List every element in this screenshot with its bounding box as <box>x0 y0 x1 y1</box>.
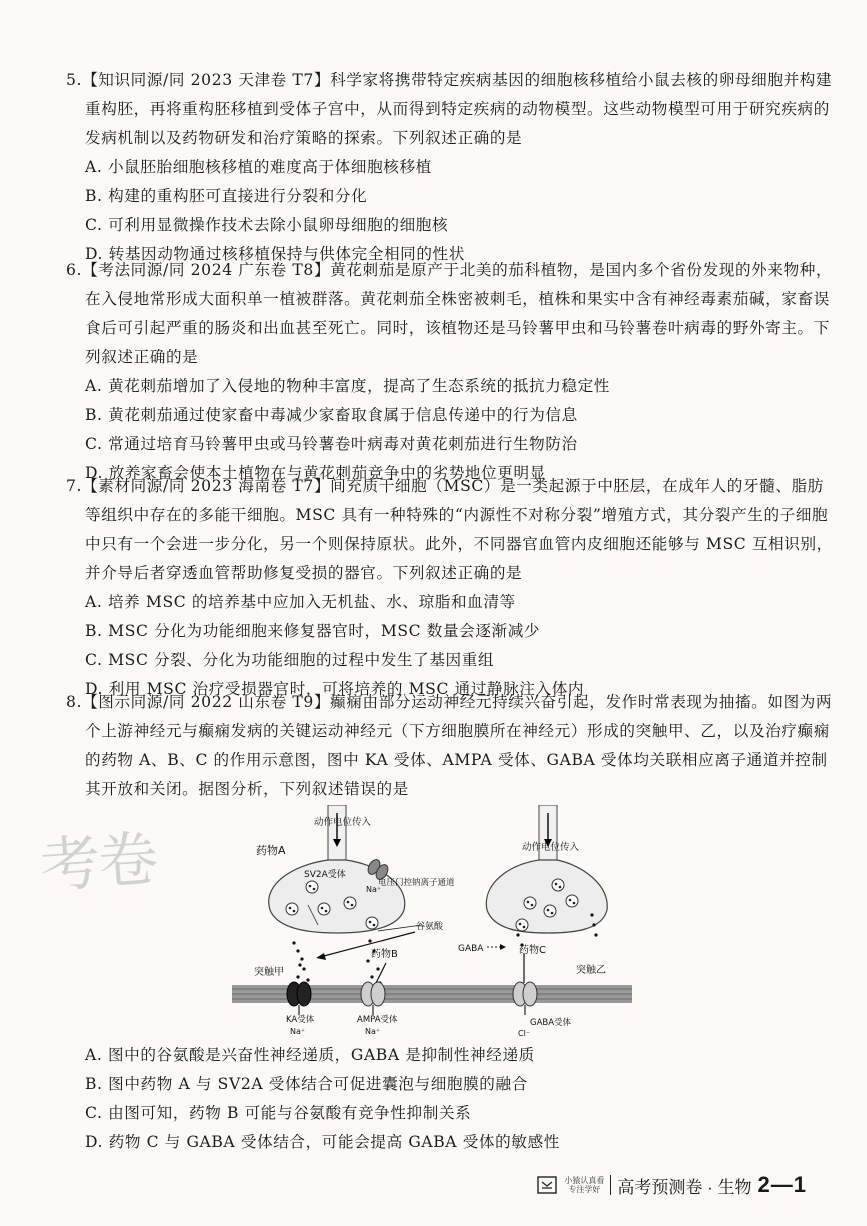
option-b: B. MSC 分化为功能细胞来修复器官时，MSC 数量会逐渐减少 <box>85 622 541 640</box>
option-c: C. 由图可知，药物 B 可能与谷氨酸有竞争性抑制关系 <box>85 1104 472 1122</box>
option-a: A. 小鼠胚胎细胞核移植的难度高于体细胞核移植 <box>85 158 432 176</box>
footer-divider <box>610 1175 611 1195</box>
label-ampa-ion: Na⁺ <box>365 1027 381 1036</box>
footer-slogan-line2: 专注学好 <box>568 1185 601 1194</box>
label-ap-right: 动作电位传入 <box>522 842 580 853</box>
label-sv2a: SV2A受体 <box>304 870 346 880</box>
question-stem: 8.【图示同源/同 2022 山东卷 T9】癫痫由部分运动神经元持续兴奋引起，发作时常表现为抽搐。如图为两个上游神经元与癫痫发病的关键运动神经元（下方细胞膜所在神经元）形成的突触甲、乙，以及治疗癫痫的药物 A、B、C 的作用示意图，图中 KA 受体、AMPA 受体、GABA 受体均关联相应离子通道并控制其开放和关闭。据图分析，下列叙述错误的是 <box>66 693 833 798</box>
label-na: Na⁺ <box>366 885 382 894</box>
label-gaba: GABA <box>458 944 484 954</box>
option-b: B. 图中药物 A 与 SV2A 受体结合可促进囊泡与细胞膜的融合 <box>85 1075 528 1093</box>
label-gaba-ion: Cl⁻ <box>518 1029 531 1038</box>
question-7 <box>66 472 836 704</box>
label-gaba-r: GABA受体 <box>530 1018 572 1028</box>
option-b: B. 构建的重构胚可直接进行分裂和分化 <box>85 187 368 205</box>
ampa-receptor-icon <box>361 982 385 1006</box>
option-c: C. MSC 分裂、分化为功能细胞的过程中发生了基因重组 <box>85 651 495 669</box>
label-synapse-a: 突触甲 <box>254 967 284 978</box>
ka-receptor-icon <box>287 982 311 1006</box>
page-footer <box>536 1172 807 1198</box>
option-c: C. 常通过培育马铃薯甲虫或马铃薯卷叶病毒对黄花刺茄进行生物防治 <box>85 435 578 453</box>
question-stem: 5.【知识同源/同 2023 天津卷 T7】科学家将携带特定疾病基因的细胞核移植给小鼠去核的卵母细胞并构建重构胚，再将重构胚移植到受体子宫中，从而得到特定疾病的动物模型。这些动物模型可用于研究疾病的发病机制以及药物研发和治疗策略的探索。下列叙述正确的是 <box>66 71 833 147</box>
option-c: C. 可利用显微操作技术去除小鼠卵母细胞的细胞核 <box>85 216 449 234</box>
logo-icon <box>536 1174 558 1196</box>
option-a: A. 图中的谷氨酸是兴奋性神经递质，GABA 是抑制性神经递质 <box>85 1046 535 1064</box>
question-stem: 7.【素材同源/同 2023 海南卷 T7】间充质干细胞（MSC）是一类起源于中胚层，在成年人的牙髓、脂肪等组织中存在的多能干细胞。MSC 具有一种特殊的“内源性不对称分裂”增殖方式，其分裂产生的子细胞中只有一个会进一步分化，另一个则保持原状。此外，不同器官血管内皮细胞还能够与 MSC 互相识别，并介导后者穿透血管帮助修复受损的器官。下列叙述正确的是 <box>66 477 833 582</box>
option-a: A. 培养 MSC 的培养基中应加入无机盐、水、琼脂和血清等 <box>85 593 516 611</box>
label-synapse-b: 突触乙 <box>576 965 606 976</box>
gaba-receptor-icon <box>513 982 537 1006</box>
option-d: D. 利用 MSC 治疗受损器官时，可将培养的 MSC 通过静脉注入体内 <box>85 680 585 698</box>
page-number: 2—1 <box>757 1172 807 1197</box>
question-8-options <box>66 1041 836 1157</box>
question-stem: 6.【考法同源/同 2024 广东卷 T8】黄花刺茄是原产于北美的茄科植物，是国内多个省份发现的外来物种，在入侵地常形成大面积单一植被群落。黄花刺茄全株密被刺毛，植株和果实中含有神经毒素茄碱，家畜误食后可引起严重的肠炎和出血甚至死亡。同时，该植物还是马铃薯甲虫和马铃薯卷叶病毒的野外寄主。下列叙述正确的是 <box>66 261 833 366</box>
label-glutamate: 谷氨酸 <box>416 922 444 932</box>
label-drug-a: 药物A <box>256 844 286 857</box>
label-ampa: AMPA受体 <box>357 1015 398 1025</box>
option-d: D. 转基因动物通过核移植保持与供体完全相同的性状 <box>85 245 465 263</box>
label-drug-b: 药物B <box>371 949 398 960</box>
footer-slogan <box>564 1176 604 1194</box>
footer-slogan-line1: 小猿认真看 <box>564 1176 605 1185</box>
option-b: B. 黄花刺茄通过使家畜中毒减少家畜取食属于信息传递中的行为信息 <box>85 406 578 424</box>
question-6 <box>66 256 836 488</box>
presynaptic-terminal-b <box>486 860 607 933</box>
label-drug-c: 药物C <box>519 945 546 956</box>
watermark: 考卷 <box>38 824 159 902</box>
option-a: A. 黄花刺茄增加了入侵地的物种丰富度，提高了生态系统的抵抗力稳定性 <box>85 377 610 395</box>
synapse-diagram <box>232 805 632 1040</box>
label-ka-ion: Na⁺ <box>290 1027 306 1036</box>
question-8 <box>66 688 836 804</box>
footer-title: 高考预测卷 · 生物 <box>617 1177 752 1197</box>
option-d: D. 放养家畜会使本土植物在与黄花刺茄竞争中的劣势地位更明显 <box>85 464 546 482</box>
option-d: D. 药物 C 与 GABA 受体结合，可能会提高 GABA 受体的敏感性 <box>85 1133 560 1151</box>
label-vgate: 电压门控钠离子通道 <box>378 878 455 888</box>
question-5 <box>66 66 836 269</box>
label-ap-left: 动作电位传入 <box>314 817 372 828</box>
label-ka: KA受体 <box>286 1015 315 1025</box>
